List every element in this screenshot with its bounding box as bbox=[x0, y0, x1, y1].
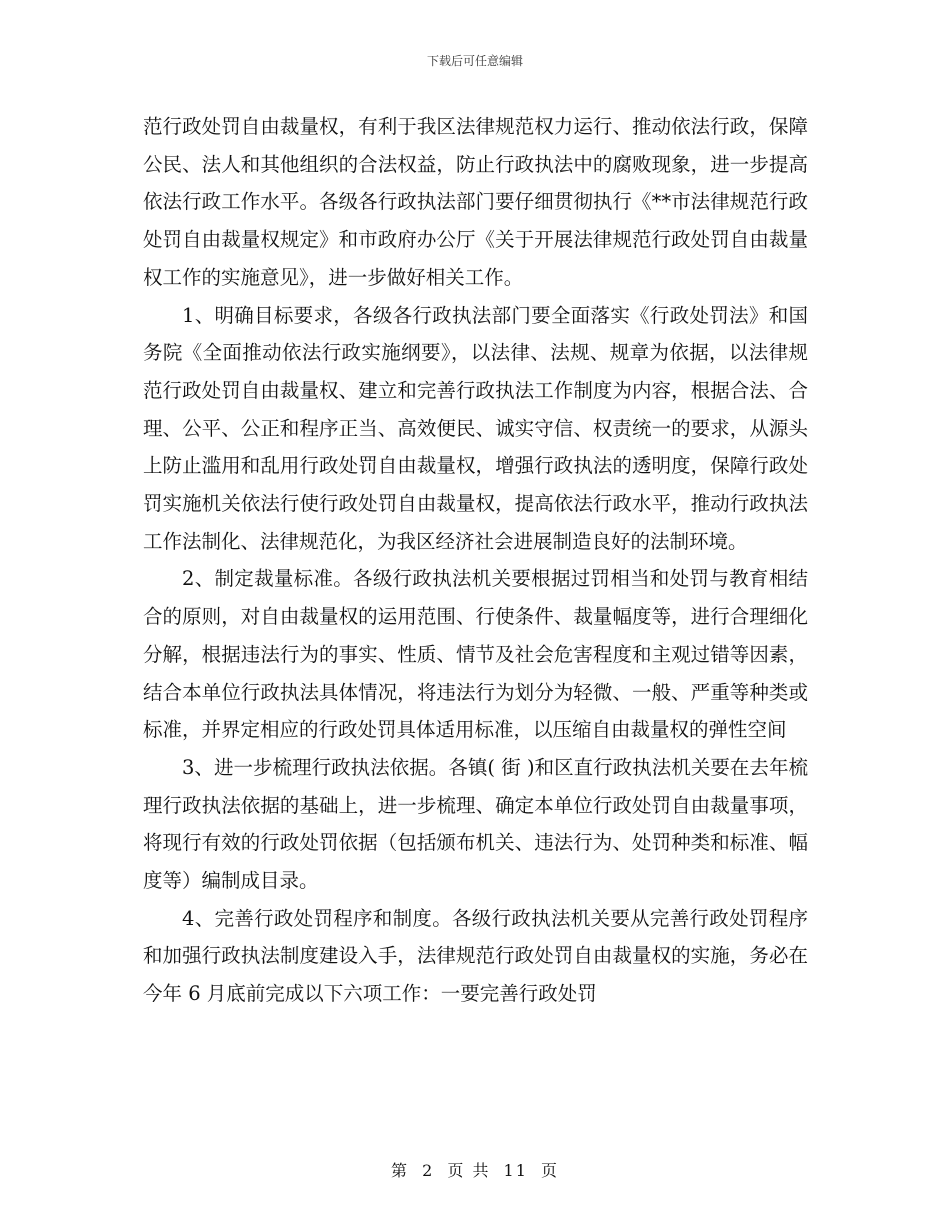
footer-suffix: 页 bbox=[541, 1161, 560, 1180]
paragraph-item-2: 2、制定裁量标准。各级行政执法机关要根据过罚相当和处罚与教育相结合的原则，对自由裁量权的运用范围、行使条件、裁量幅度等，进行合理细化分解，根据违法行为的事实、性质、情节及社会危害程度和主观过错等因素，结合本单位行政执法具体情况，将违法行为划分为轻微、一般、严重等种类或标准，并界定相应的行政处罚具体适用标准，以压缩自由裁量权的弹性空间 bbox=[143, 567, 808, 742]
footer-middle: 页 共 bbox=[447, 1161, 491, 1180]
current-page-number: 2 bbox=[422, 1161, 435, 1180]
page-footer bbox=[0, 1158, 950, 1181]
paragraph-continuation: 范行政处罚自由裁量权，有利于我区法律规范权力运行、推动依法行政，保障公民、法人和其他组织的合法权益，防止行政执法中的腐败现象，进一步提高依法行政工作水平。各级各行政执法部门要仔细贯彻执行《**市法律规范行政处罚自由裁量权规定》和市政府办公厅《关于开展法律规范行政处罚自由裁量权工作的实施意见》，进一步做好相关工作。 bbox=[143, 115, 808, 289]
page-header: 下载后可任意编辑 bbox=[426, 54, 523, 68]
body-text bbox=[143, 108, 808, 1013]
footer-prefix: 第 bbox=[390, 1161, 409, 1180]
total-page-count: 11 bbox=[503, 1161, 528, 1180]
paragraph-item-3: 3、进一步梳理行政执法依据。各镇( 街 )和区直行政执法机关要在去年梳理行政执法依据的基础上，进一步梳理、确定本单位行政处罚自由裁量事项，将现行有效的行政处罚依据（包括颁布机关、违法行为、处罚种类和标准、幅度等）编制成目录。 bbox=[143, 755, 808, 893]
paragraph-item-4: 4、完善行政处罚程序和制度。各级行政执法机关要从完善行政处罚程序和加强行政执法制度建设入手，法律规范行政处罚自由裁量权的实施，务必在今年 6 月底前完成以下六项工作：一要完善行政处罚 bbox=[143, 906, 808, 1006]
paragraph-item-1: 1、明确目标要求，各级各行政执法部门要全面落实《行政处罚法》和国务院《全面推动依法行政实施纲要》，以法律、法规、规章为依据，以法律规范行政处罚自由裁量权、建立和完善行政执法工作制度为内容，根据合法、合理、公平、公正和程序正当、高效便民、诚实守信、权责统一的要求，从源头上防止滥用和乱用行政处罚自由裁量权，增强行政执法的透明度，保障行政处罚实施机关依法行使行政处罚自由裁量权，提高依法行政水平，推动行政执法工作法制化、法律规范化，为我区经济社会进展制造良好的法制环境。 bbox=[143, 303, 808, 553]
